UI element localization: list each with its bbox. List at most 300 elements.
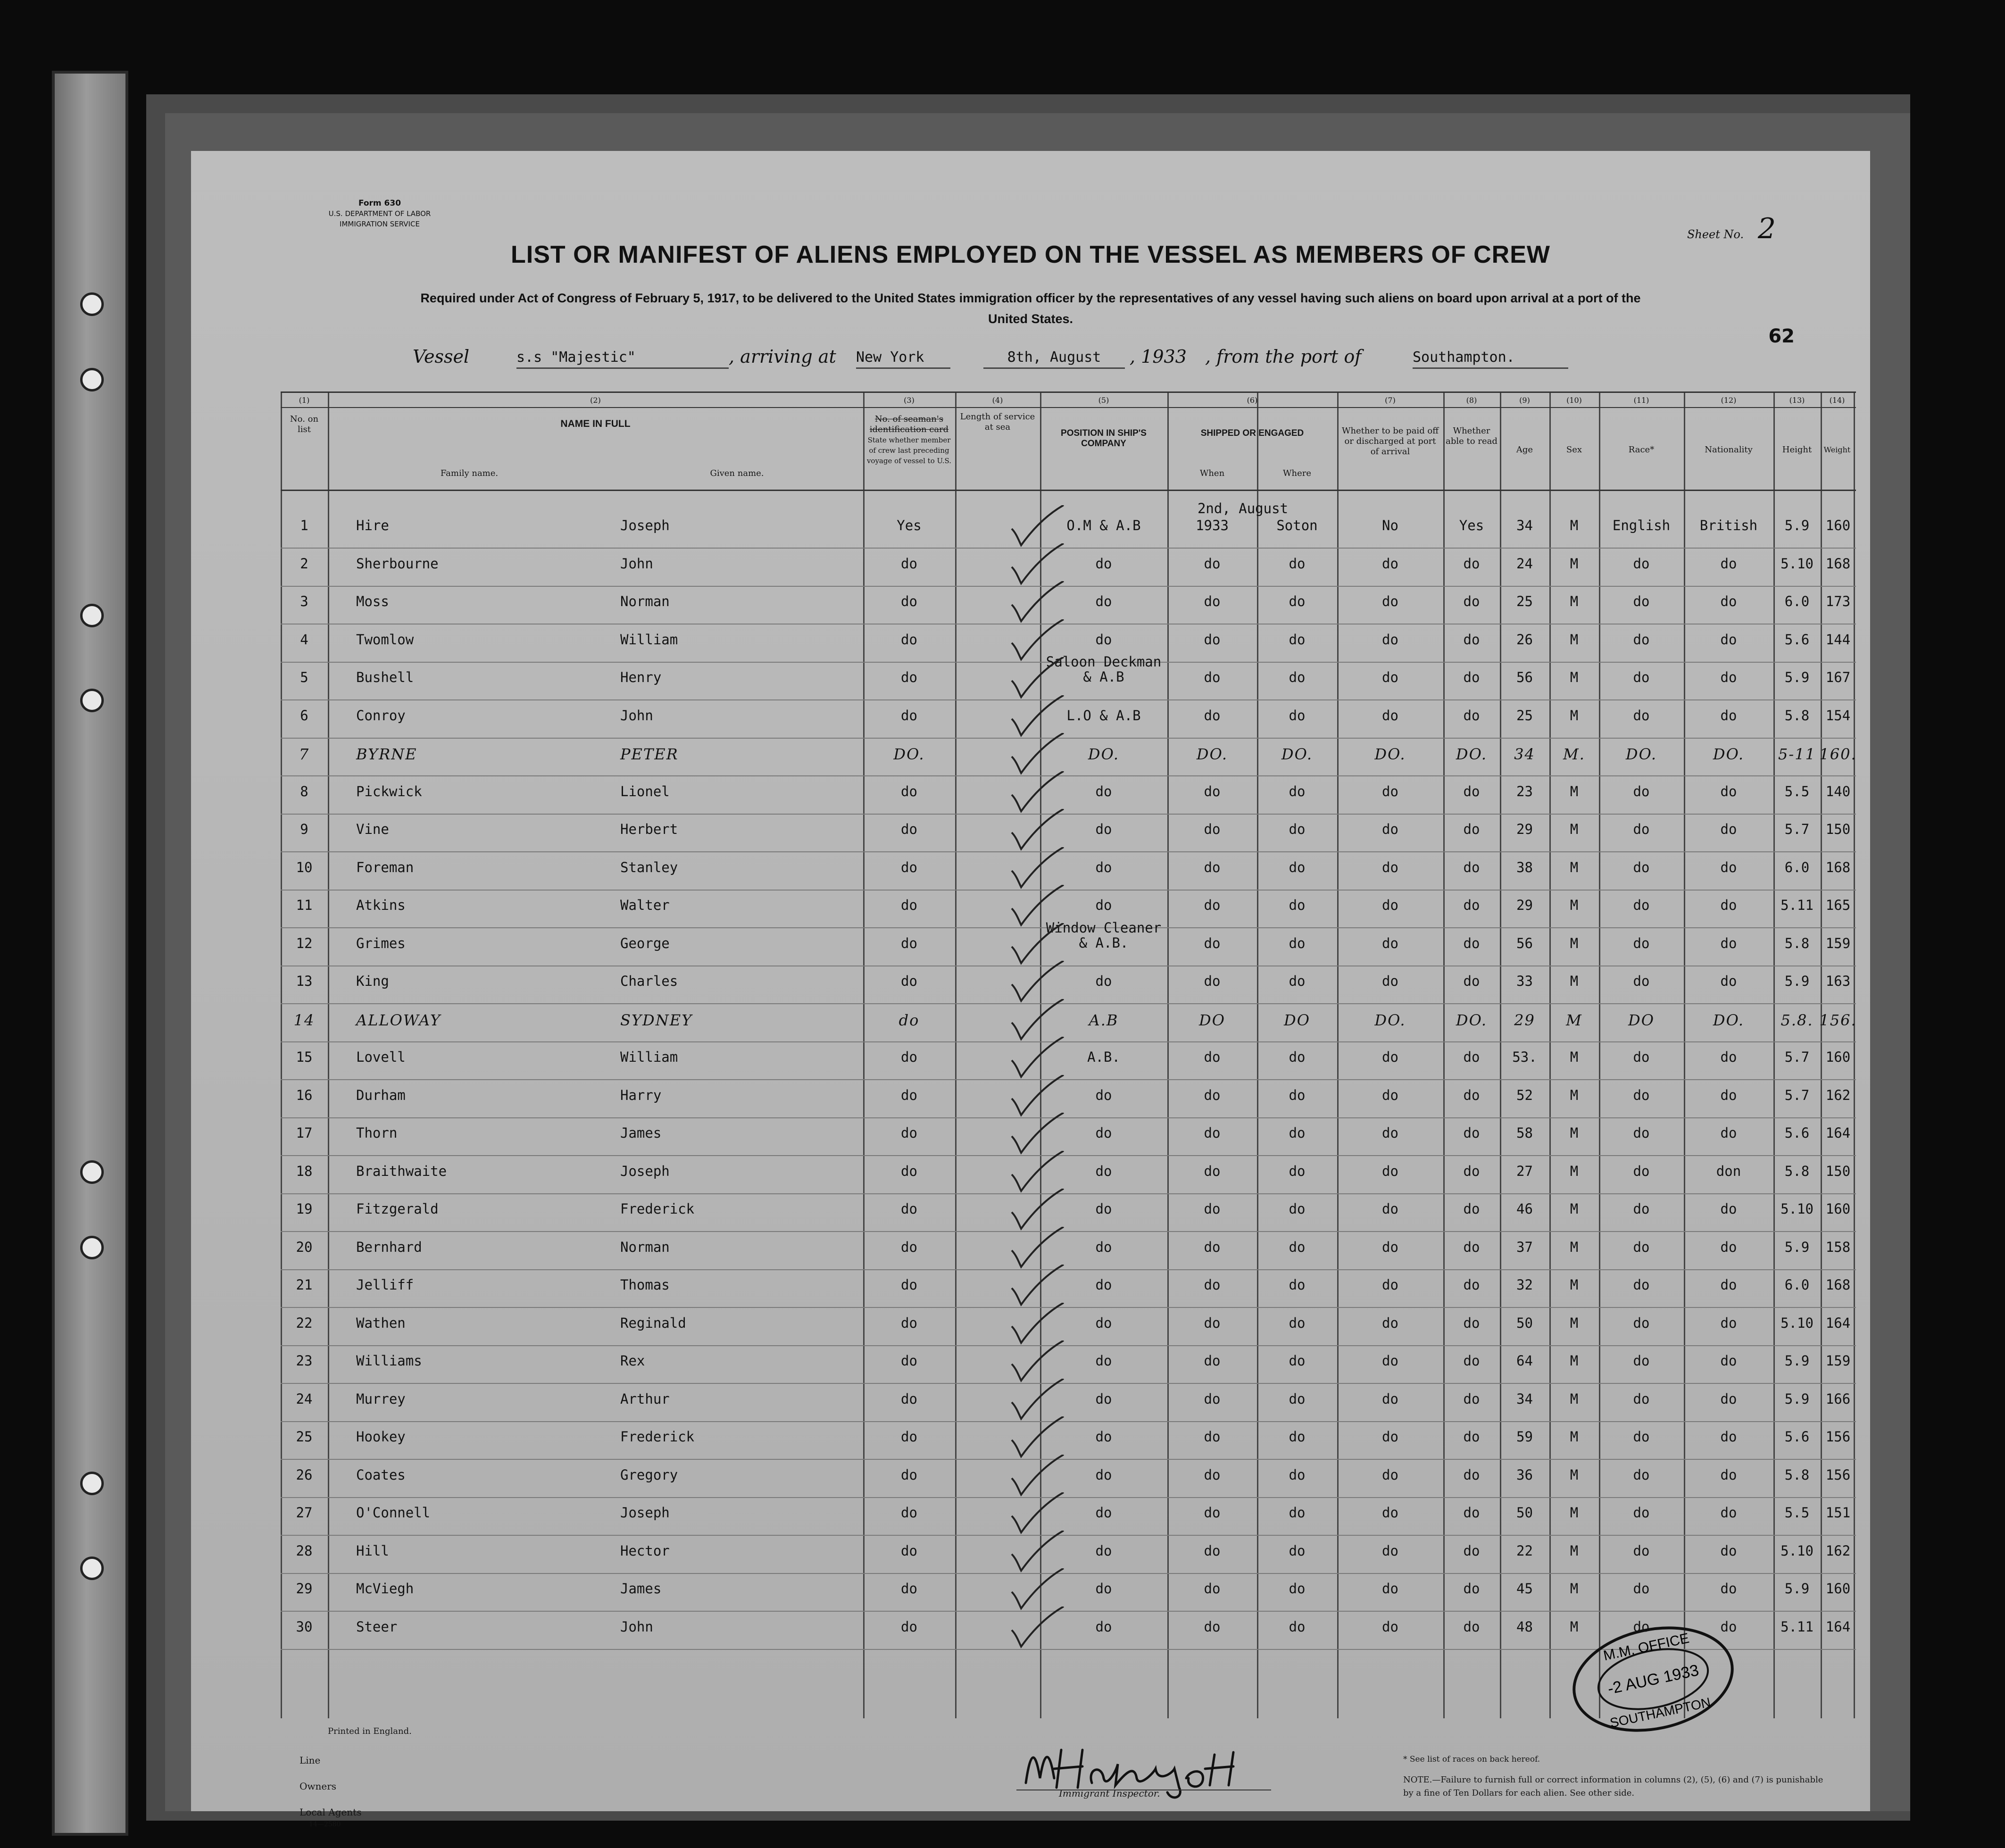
cell-read: do: [1463, 555, 1480, 572]
cell-height: 5.8: [1784, 935, 1810, 951]
vessel-line: [413, 346, 1780, 373]
cell-race: do: [1633, 1201, 1650, 1217]
service: IMMIGRATION SERVICE: [340, 220, 420, 228]
sheet-value: 2: [1757, 212, 1776, 245]
cell-height: 5.9: [1784, 1390, 1810, 1407]
table-row: [281, 1042, 1856, 1080]
cell-when: do: [1204, 783, 1221, 799]
table-row: [281, 1498, 1856, 1536]
cell-position: A.B.: [1087, 1049, 1120, 1065]
punch-hole-icon: [80, 1160, 104, 1184]
cell-given: George: [620, 935, 670, 951]
table-row: [281, 966, 1856, 1004]
cell-age: 46: [1516, 1201, 1533, 1217]
cell-paid: do: [1382, 1429, 1398, 1445]
cell-given: Frederick: [620, 1429, 695, 1445]
cell-sex: M: [1570, 1390, 1579, 1407]
check-mark-icon: [1009, 1416, 1066, 1459]
check-mark-icon: [1009, 1455, 1066, 1497]
cell-age: 50: [1516, 1505, 1533, 1521]
cell-no: 23: [296, 1353, 313, 1369]
cell-when: do: [1204, 973, 1221, 989]
cell-given: Thomas: [620, 1277, 670, 1293]
cell-nat: do: [1720, 1466, 1737, 1483]
check-mark-icon: [1009, 581, 1066, 624]
cell-race: do: [1633, 897, 1650, 913]
cell-no: 4: [300, 631, 308, 648]
check-mark-icon: [1009, 657, 1066, 699]
table-row: [281, 1157, 1856, 1194]
cell-age: 50: [1516, 1315, 1533, 1331]
check-mark-icon: [1009, 847, 1066, 890]
cell-card: do: [901, 935, 917, 951]
cell-height: 5.8: [1784, 707, 1810, 724]
cell-nat: do: [1720, 973, 1737, 989]
cell-weight: 173: [1825, 593, 1851, 609]
cell-read: DO.: [1456, 1011, 1488, 1029]
cell-where: do: [1289, 1125, 1306, 1141]
check-mark-icon: [1009, 733, 1066, 775]
header-id-card-note: State whether member of crew last preceding voyage of vessel to U.S.: [866, 436, 952, 465]
cell-sex: M: [1570, 555, 1579, 572]
cell-where: do: [1289, 669, 1306, 685]
cell-weight: 150: [1825, 1163, 1851, 1179]
cell-height: 5.6: [1784, 1429, 1810, 1445]
cell-race: do: [1633, 1429, 1650, 1445]
cell-nat: do: [1720, 707, 1737, 724]
cell-given: James: [620, 1581, 662, 1597]
cell-weight: 166: [1825, 1390, 1851, 1407]
punch-hole-icon: [80, 1472, 104, 1495]
cell-nat: do: [1720, 1315, 1737, 1331]
cell-card: do: [901, 1429, 917, 1445]
cell-read: do: [1463, 631, 1480, 648]
race-note: * See list of races on back hereof.: [1403, 1755, 1540, 1764]
header-id-card: [865, 414, 953, 466]
cell-race: do: [1633, 631, 1650, 648]
table-row: [281, 1118, 1856, 1156]
check-mark-icon: [1009, 1075, 1066, 1117]
cell-nat: do: [1720, 593, 1737, 609]
table-row: [281, 1308, 1856, 1346]
cell-given: John: [620, 555, 653, 572]
cell-height: 5.5: [1784, 783, 1810, 799]
cell-given: Gregory: [620, 1466, 678, 1483]
cell-position: L.O & A.B: [1066, 707, 1141, 724]
cell-read: do: [1463, 935, 1480, 951]
cell-given: Herbert: [620, 821, 678, 837]
cell-when: do: [1204, 1505, 1221, 1521]
cell-read: do: [1463, 1390, 1480, 1407]
cell-read: do: [1463, 1315, 1480, 1331]
cell-where: do: [1289, 555, 1306, 572]
cell-height: 5.10: [1780, 1542, 1814, 1559]
cell-where: do: [1289, 1618, 1306, 1635]
cell-age: 25: [1516, 707, 1533, 724]
punch-hole-icon: [80, 689, 104, 712]
cell-family: Wathen: [356, 1315, 406, 1331]
cell-paid: DO.: [1374, 1011, 1406, 1029]
header-height: Height: [1782, 445, 1812, 455]
cell-paid: No: [1382, 517, 1398, 533]
cell-read: do: [1463, 593, 1480, 609]
cell-no: 16: [296, 1087, 313, 1103]
cell-position: do: [1095, 1618, 1112, 1635]
cell-read: do: [1463, 1429, 1480, 1445]
manifest-table: [281, 391, 1856, 1718]
cell-paid: do: [1382, 1315, 1398, 1331]
cell-height: 5-11: [1778, 745, 1816, 763]
cell-weight: 164: [1825, 1315, 1851, 1331]
cell-card: do: [901, 1353, 917, 1369]
cell-sex: M: [1566, 1011, 1582, 1029]
cell-where: do: [1289, 1466, 1306, 1483]
cell-race: do: [1633, 669, 1650, 685]
cell-weight: 160: [1825, 1201, 1851, 1217]
table-row: [281, 500, 1856, 549]
header-length-service: Length of service at sea: [960, 412, 1035, 432]
cell-family: Pickwick: [356, 783, 422, 799]
cell-age: 52: [1516, 1087, 1533, 1103]
cell-sex: M: [1570, 1429, 1579, 1445]
cell-card: do: [901, 1163, 917, 1179]
cell-family: BYRNE: [356, 745, 417, 763]
cell-no: 13: [296, 973, 313, 989]
cell-position: do: [1095, 1390, 1112, 1407]
cell-age: 64: [1516, 1353, 1533, 1369]
cell-race: English: [1612, 517, 1671, 533]
penalty-note: NOTE.—Failure to furnish full or correct information in columns (2), (5), (6) and (7) is punishable by a fine of Ten Dollars for each alien. See other side.: [1403, 1775, 1823, 1798]
cell-sex: M: [1570, 783, 1579, 799]
cell-family: Bushell: [356, 669, 414, 685]
punch-hole-icon: [80, 1557, 104, 1580]
cell-nat: do: [1720, 1049, 1737, 1065]
cell-where: do: [1289, 593, 1306, 609]
cell-height: 5.9: [1784, 1353, 1810, 1369]
punch-hole-icon: [80, 604, 104, 627]
cell-paid: do: [1382, 1125, 1398, 1141]
cell-given: Walter: [620, 897, 670, 913]
check-mark-icon: [1009, 1113, 1066, 1155]
cell-when: do: [1204, 1125, 1221, 1141]
column-number: (11): [1633, 396, 1649, 405]
cell-when-line2: 1933: [1196, 517, 1229, 533]
header-read: Whether able to read: [1446, 426, 1498, 446]
cell-when: do: [1204, 935, 1221, 951]
cell-paid: do: [1382, 859, 1398, 875]
cell-card: do: [901, 1466, 917, 1483]
cell-height: 5.6: [1784, 631, 1810, 648]
cell-sex: M: [1570, 1125, 1579, 1141]
local-agents-label: Local Agents: [300, 1806, 362, 1818]
column-number: (14): [1829, 396, 1845, 405]
cell-where: do: [1289, 1390, 1306, 1407]
cell-nat: don: [1716, 1163, 1741, 1179]
cell-height: 6.0: [1784, 1277, 1810, 1293]
cell-position: DO.: [1088, 745, 1120, 763]
cell-no: 6: [300, 707, 308, 724]
cell-position: do: [1095, 1542, 1112, 1559]
cell-height: 5.8: [1784, 1163, 1810, 1179]
check-mark-icon: [1009, 1037, 1066, 1079]
table-row: [281, 919, 1856, 966]
cell-where: do: [1289, 707, 1306, 724]
cell-when: do: [1204, 669, 1221, 685]
cell-weight: 159: [1825, 935, 1851, 951]
from-label: , from the port of: [1205, 346, 1362, 367]
check-mark-icon: [1009, 695, 1066, 738]
cell-where: do: [1289, 973, 1306, 989]
page-number: 62: [1768, 325, 1795, 347]
cell-family: Hookey: [356, 1429, 406, 1445]
cell-race: do: [1633, 1125, 1650, 1141]
cell-age: 27: [1516, 1163, 1533, 1179]
cell-sex: M: [1570, 973, 1579, 989]
cell-position: do: [1095, 1429, 1112, 1445]
cell-where: do: [1289, 1542, 1306, 1559]
cell-family: Williams: [356, 1353, 422, 1369]
cell-where: do: [1289, 935, 1306, 951]
cell-age: 22: [1516, 1542, 1533, 1559]
cell-position: O.M & A.B: [1066, 517, 1141, 533]
column-number: (4): [992, 396, 1003, 405]
cell-race: do: [1633, 1581, 1650, 1597]
cell-when: do: [1204, 1315, 1221, 1331]
cell-paid: do: [1382, 1239, 1398, 1255]
cell-card: do: [901, 1277, 917, 1293]
cell-where: DO.: [1281, 745, 1313, 763]
cell-nat: do: [1720, 631, 1737, 648]
svg-text:SOUTHAMPTON: SOUTHAMPTON: [1608, 1695, 1712, 1731]
table-row: [281, 1270, 1856, 1308]
cell-family: Thorn: [356, 1125, 398, 1141]
check-mark-icon: [1009, 1568, 1066, 1611]
cell-weight: 162: [1825, 1542, 1851, 1559]
cell-age: 29: [1516, 821, 1533, 837]
cell-race: do: [1633, 1049, 1650, 1065]
cell-position: do: [1095, 1581, 1112, 1597]
cell-position: do: [1095, 1466, 1112, 1483]
cell-weight: 156.: [1819, 1011, 1857, 1029]
cell-when: do: [1204, 821, 1221, 837]
cell-paid: do: [1382, 555, 1398, 572]
cell-height: 5.8.: [1780, 1011, 1814, 1029]
check-mark-icon: [1009, 1492, 1066, 1535]
punch-hole-icon: [80, 368, 104, 391]
cell-given: Joseph: [620, 1163, 670, 1179]
column-number: (3): [904, 396, 915, 405]
cell-card: do: [901, 1581, 917, 1597]
cell-given: Harry: [620, 1087, 662, 1103]
cell-sex: M: [1570, 1201, 1579, 1217]
cell-read: do: [1463, 783, 1480, 799]
cell-read: do: [1463, 1466, 1480, 1483]
cell-given: Reginald: [620, 1315, 686, 1331]
check-mark-icon: [1009, 1189, 1066, 1231]
table-row: [281, 654, 1856, 700]
cell-given: Henry: [620, 669, 662, 685]
table-row: [281, 815, 1856, 852]
cell-read: do: [1463, 1087, 1480, 1103]
punch-hole-icon: [80, 1236, 104, 1259]
cell-height: 5.7: [1784, 1049, 1810, 1065]
cell-family: Durham: [356, 1087, 406, 1103]
check-mark-icon: [1009, 1340, 1066, 1383]
cell-family: O'Connell: [356, 1505, 431, 1521]
cell-read: do: [1463, 973, 1480, 989]
check-mark-icon: [1009, 1265, 1066, 1307]
cell-no: 20: [296, 1239, 313, 1255]
column-number: (13): [1789, 396, 1805, 405]
cell-sex: M: [1570, 897, 1579, 913]
cell-card: do: [901, 1125, 917, 1141]
cell-position: Window Cleaner & A.B.: [1046, 919, 1162, 951]
cell-read: do: [1463, 1618, 1480, 1635]
cell-paid: do: [1382, 821, 1398, 837]
cell-sex: M: [1570, 1542, 1579, 1559]
cell-no: 25: [296, 1429, 313, 1445]
cell-card: Yes: [897, 517, 922, 533]
cell-no: 10: [296, 859, 313, 875]
table-row: [281, 1005, 1856, 1042]
cell-sex: M: [1570, 1353, 1579, 1369]
header-id-card-title: No. of seaman's identification card: [869, 414, 949, 434]
table-row: [281, 1232, 1856, 1270]
cell-given: Stanley: [620, 859, 678, 875]
header-age: Age: [1516, 445, 1533, 455]
cell-read: Yes: [1459, 517, 1484, 533]
cell-position: do: [1095, 821, 1112, 837]
cell-position: do: [1095, 1277, 1112, 1293]
cell-card: do: [901, 707, 917, 724]
cell-race: do: [1633, 935, 1650, 951]
cell-where: do: [1289, 1277, 1306, 1293]
cell-race: do: [1633, 1239, 1650, 1255]
cell-given: Joseph: [620, 517, 670, 533]
cell-nat: do: [1720, 1618, 1737, 1635]
cell-weight: 160: [1825, 1049, 1851, 1065]
cell-card: do: [901, 1201, 917, 1217]
table-row: [281, 1384, 1856, 1422]
cell-card: do: [901, 631, 917, 648]
cell-read: do: [1463, 1277, 1480, 1293]
table-row: [281, 1346, 1856, 1384]
table-row: [281, 1194, 1856, 1232]
cell-weight: 140: [1825, 783, 1851, 799]
cell-no: 5: [300, 669, 308, 685]
arriving-label: , arriving at: [729, 346, 836, 367]
cell-card: DO.: [893, 745, 925, 763]
cell-family: Bernhard: [356, 1239, 422, 1255]
cell-race: DO.: [1625, 745, 1657, 763]
cell-position: do: [1095, 783, 1112, 799]
cell-age: 29: [1516, 897, 1533, 913]
cell-when: do: [1204, 1542, 1221, 1559]
check-mark-icon: [1009, 923, 1066, 966]
office-stamp-icon: [1568, 1623, 1738, 1736]
cell-read: do: [1463, 1581, 1480, 1597]
cell-age: 48: [1516, 1618, 1533, 1635]
cell-given: Joseph: [620, 1505, 670, 1521]
cell-paid: do: [1382, 1466, 1398, 1483]
cell-sex: M: [1570, 707, 1579, 724]
cell-height: 5.9: [1784, 517, 1810, 533]
cell-paid: do: [1382, 783, 1398, 799]
column-number: (10): [1566, 396, 1582, 405]
cell-family: Vine: [356, 821, 389, 837]
check-mark-icon: [1009, 1151, 1066, 1193]
cell-sex: M: [1570, 1163, 1579, 1179]
cell-nat: do: [1720, 1542, 1737, 1559]
cell-card: do: [901, 1315, 917, 1331]
cell-sex: M: [1570, 1049, 1579, 1065]
cell-read: do: [1463, 821, 1480, 837]
cell-no: 21: [296, 1277, 313, 1293]
cell-read: do: [1463, 707, 1480, 724]
cell-read: do: [1463, 1163, 1480, 1179]
cell-weight: 144: [1825, 631, 1851, 648]
cell-card: do: [901, 1618, 917, 1635]
cell-age: 36: [1516, 1466, 1533, 1483]
cell-card: do: [901, 973, 917, 989]
cell-sex: M: [1570, 631, 1579, 648]
cell-sex: M: [1570, 1087, 1579, 1103]
cell-where: do: [1289, 1049, 1306, 1065]
cell-where: do: [1289, 1581, 1306, 1597]
cell-family: Lovell: [356, 1049, 406, 1065]
column-number: (1): [299, 396, 310, 405]
cell-when: do: [1204, 1581, 1221, 1597]
cell-when-line1: 2nd, August: [1197, 500, 1289, 516]
cell-paid: do: [1382, 593, 1398, 609]
sheet-label: Sheet No.: [1687, 228, 1744, 241]
cell-when: do: [1204, 1087, 1221, 1103]
header-name-in-full: NAME IN FULL: [560, 418, 631, 429]
cell-when: do: [1204, 897, 1221, 913]
cell-where: DO: [1284, 1011, 1310, 1029]
table-row: [281, 1081, 1856, 1118]
cell-where: do: [1289, 1163, 1306, 1179]
table-row: [281, 777, 1856, 815]
cell-family: Murrey: [356, 1390, 406, 1407]
cell-paid: do: [1382, 1049, 1398, 1065]
cell-family: Jelliff: [356, 1277, 414, 1293]
cell-paid: do: [1382, 1353, 1398, 1369]
cell-height: 5.10: [1780, 1315, 1814, 1331]
cell-given: PETER: [620, 745, 679, 763]
cell-paid: do: [1382, 1505, 1398, 1521]
cell-family: King: [356, 973, 389, 989]
cell-paid: do: [1382, 1087, 1398, 1103]
cell-family: Moss: [356, 593, 389, 609]
cell-weight: 156: [1825, 1429, 1851, 1445]
cell-sex: M: [1570, 1581, 1579, 1597]
cell-card: do: [901, 821, 917, 837]
cell-given: Hector: [620, 1542, 670, 1559]
cell-race: do: [1633, 1277, 1650, 1293]
cell-height: 5.11: [1780, 897, 1814, 913]
column-number: (6): [1247, 396, 1258, 405]
cell-race: do: [1633, 1353, 1650, 1369]
cell-given: Arthur: [620, 1390, 670, 1407]
cell-race: do: [1633, 707, 1650, 724]
cell-where: do: [1289, 1087, 1306, 1103]
page-title: LIST OR MANIFEST OF ALIENS EMPLOYED ON THE VESSEL AS MEMBERS OF CREW: [511, 241, 1550, 268]
cell-when: do: [1204, 1429, 1221, 1445]
cell-where: do: [1289, 897, 1306, 913]
cell-paid: do: [1382, 1542, 1398, 1559]
cell-card: do: [901, 555, 917, 572]
